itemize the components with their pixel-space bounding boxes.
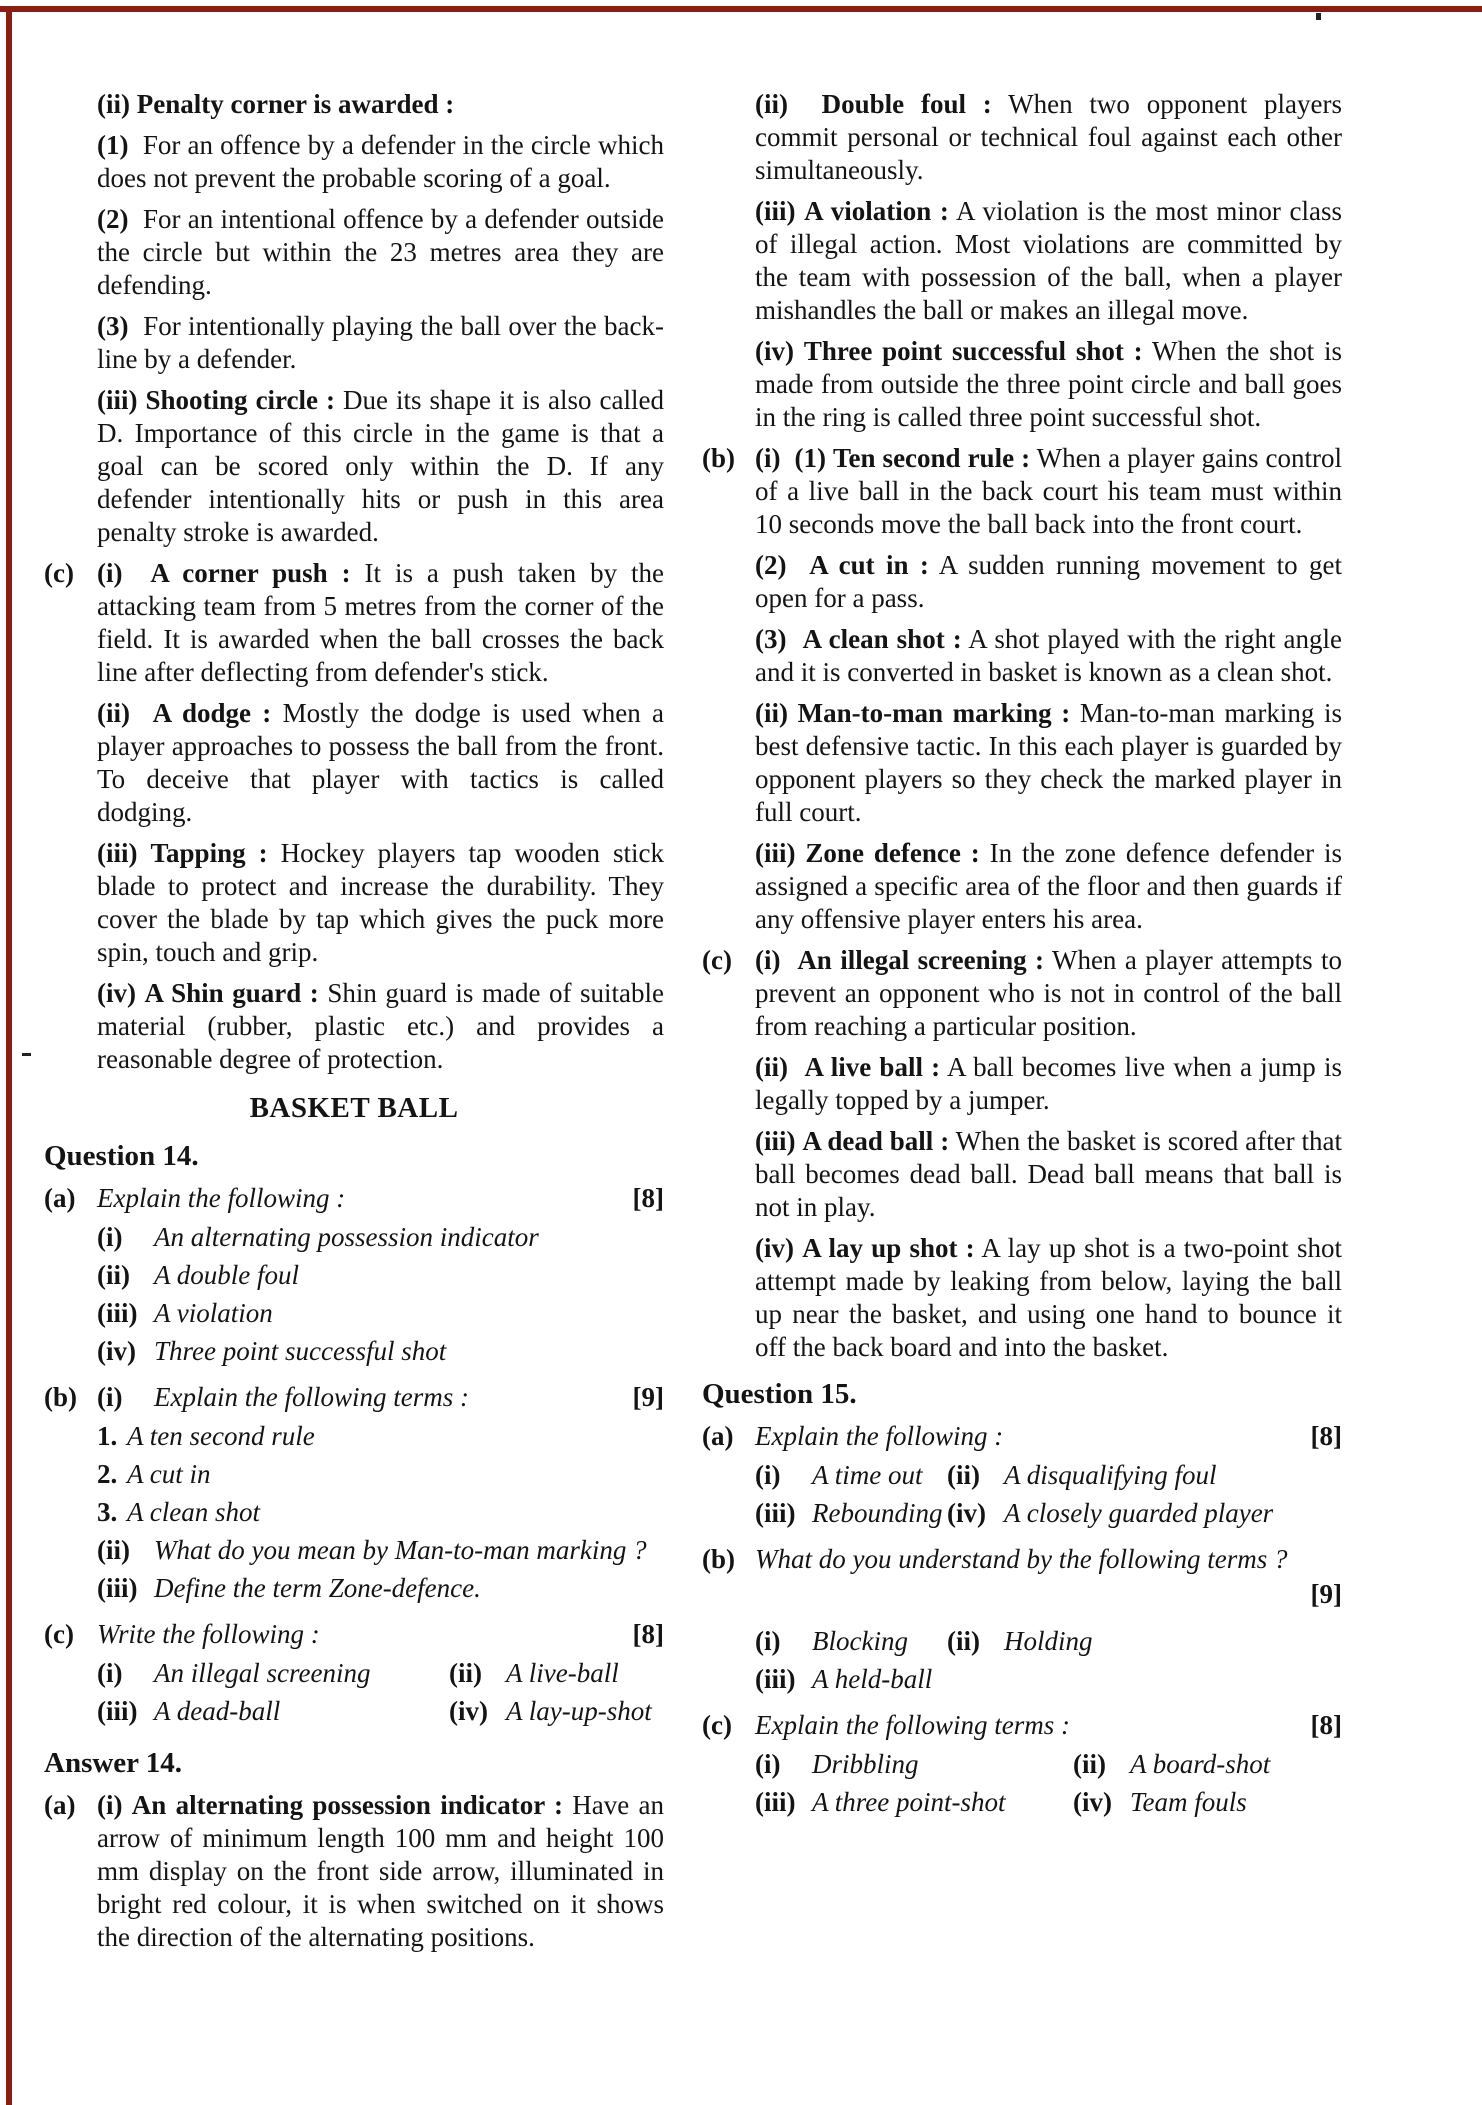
item-label: (i) bbox=[97, 558, 123, 588]
part-letter: (b) bbox=[702, 443, 735, 473]
question-item bbox=[97, 1259, 664, 1292]
term-lead: A violation : bbox=[804, 196, 949, 226]
item-text: A board-shot bbox=[1130, 1749, 1271, 1779]
item-text: A violation bbox=[154, 1298, 273, 1328]
right-column bbox=[702, 88, 1342, 1962]
item-label: (iii) bbox=[755, 1787, 796, 1817]
paragraph-text: When the shot is made from outside the three point circle and ball goes in the ring is called three point successful shot. bbox=[755, 336, 1343, 432]
question-lead-row bbox=[755, 1709, 1342, 1742]
part-letter: (c) bbox=[44, 1619, 74, 1649]
item-pair-row bbox=[755, 1625, 1342, 1658]
question-lead: Explain the following terms : bbox=[154, 1382, 469, 1412]
item-label: (ii) bbox=[947, 1626, 980, 1656]
marks-badge: [8] bbox=[632, 1619, 664, 1649]
marks-badge: [9] bbox=[632, 1382, 664, 1412]
item-label: (i) bbox=[97, 1658, 123, 1688]
lettered-block-c bbox=[44, 557, 664, 1076]
item-text: An illegal screening bbox=[154, 1658, 371, 1688]
item-text: An alternating possession indicator bbox=[154, 1222, 539, 1252]
part-letter: (a) bbox=[44, 1790, 76, 1820]
answer-paragraph bbox=[755, 1125, 1342, 1224]
marks-badge: [8] bbox=[1310, 1710, 1342, 1740]
answer-paragraph bbox=[97, 203, 664, 302]
block-content bbox=[97, 557, 664, 1076]
paragraph-text: Have an arrow of minimum length 100 mm and height 100 mm display on the front side arrow, illuminated in bright red colour, it is when switched on it shows the direction of the alternating positions. bbox=[97, 1790, 665, 1952]
item-label: (iii) bbox=[97, 1573, 138, 1603]
page-border-left bbox=[6, 6, 12, 2105]
item-label: (iii) bbox=[755, 196, 796, 226]
term-lead: A Shin guard : bbox=[144, 978, 319, 1008]
item-pair-row bbox=[755, 1786, 1342, 1819]
question-item bbox=[97, 1221, 664, 1254]
term-lead: An illegal screening : bbox=[797, 945, 1045, 975]
block-content bbox=[755, 442, 1342, 936]
question-item bbox=[97, 1534, 664, 1567]
block-content bbox=[755, 944, 1342, 1364]
question-item bbox=[97, 1420, 664, 1453]
item-label: (ii) bbox=[755, 698, 788, 728]
answer-paragraph bbox=[97, 129, 664, 195]
item-label: (i) bbox=[755, 1626, 781, 1656]
pair-left bbox=[97, 1657, 449, 1690]
sub-item-label: (1) bbox=[794, 443, 826, 473]
term-lead: A cut in : bbox=[809, 550, 929, 580]
item-label: (1) bbox=[97, 130, 129, 160]
question-15-title: Question 15. bbox=[702, 1378, 857, 1410]
item-label: (ii) bbox=[947, 1460, 980, 1490]
item-label: (ii) bbox=[97, 1535, 130, 1565]
answer-paragraph bbox=[755, 195, 1342, 327]
block-content bbox=[97, 1381, 664, 1610]
term-lead: Tapping : bbox=[150, 838, 268, 868]
paragraph-text: When a player gains control of a live ball in the back court his team must within 10 seconds move the ball back into the front court. bbox=[755, 443, 1343, 539]
item-text: Holding bbox=[1004, 1626, 1093, 1656]
answer-paragraph bbox=[97, 557, 664, 689]
block-content bbox=[755, 1543, 1342, 1701]
paragraph-text: When a player attempts to prevent an opponent who is not in control of the ball from reaching a particular position. bbox=[755, 945, 1343, 1041]
part-letter: (a) bbox=[702, 1421, 734, 1451]
item-label: (iii) bbox=[97, 1696, 138, 1726]
item-number: 3. bbox=[97, 1497, 118, 1527]
paragraph-text: For intentionally playing the ball over the back-line by a defender. bbox=[97, 311, 664, 374]
answer-paragraph bbox=[755, 1232, 1342, 1364]
pair-left bbox=[755, 1748, 1073, 1781]
item-pair-row bbox=[755, 1748, 1342, 1781]
item-label: (iv) bbox=[755, 1233, 794, 1263]
item-text: Dribbling bbox=[812, 1749, 919, 1779]
pair-right bbox=[449, 1657, 619, 1690]
item-text: A lay-up-shot bbox=[506, 1696, 652, 1726]
item-pair-row bbox=[755, 1497, 1342, 1530]
part-letter: (c) bbox=[702, 945, 732, 975]
term-lead: Three point successful shot : bbox=[803, 336, 1143, 366]
paragraph-text: For an intentional offence by a defender outside the circle but within the 23 metres area they are defending. bbox=[97, 204, 665, 300]
answer-paragraph bbox=[755, 549, 1342, 615]
answer-part-c bbox=[702, 944, 1342, 1364]
question-item bbox=[97, 1458, 664, 1491]
item-label: (i) bbox=[755, 443, 781, 473]
item-label: (ii) bbox=[97, 89, 130, 119]
term-lead: Shooting circle : bbox=[145, 385, 336, 415]
item-label: (i) bbox=[755, 1749, 781, 1779]
answer-paragraph bbox=[755, 88, 1342, 187]
item-label: (ii) bbox=[97, 698, 130, 728]
item-label: (3) bbox=[97, 311, 129, 341]
question-item bbox=[755, 1663, 1342, 1696]
answer-14-title: Answer 14. bbox=[44, 1747, 183, 1779]
paragraph-text: A ball becomes live when a jump is legally topped by a jumper. bbox=[755, 1052, 1342, 1115]
term-lead: A live ball : bbox=[804, 1052, 941, 1082]
item-text: A dead-ball bbox=[154, 1696, 281, 1726]
page-border-top bbox=[0, 6, 1482, 12]
item-label: (iii) bbox=[755, 1664, 796, 1694]
item-label: (i) bbox=[755, 945, 781, 975]
block-content bbox=[97, 1618, 664, 1733]
question-item bbox=[97, 1572, 664, 1605]
pair-right bbox=[947, 1625, 1093, 1658]
term-lead: A lay up shot : bbox=[802, 1233, 975, 1263]
item-label: (iv) bbox=[449, 1696, 488, 1726]
item-label: (ii) bbox=[449, 1658, 482, 1688]
paragraph-text: In the zone defence defender is assigned a specific area of the floor and then guards if any offensive player enters his area. bbox=[755, 838, 1343, 934]
item-label: (iii) bbox=[755, 1498, 796, 1528]
scan-speck bbox=[22, 1053, 31, 1056]
marks-badge: [8] bbox=[1310, 1421, 1342, 1451]
paragraph-text: A violation is the most minor class of illegal action. Most violations are committed by the team with possession of the ball, when a player mishandles the ball or makes an illegal move. bbox=[755, 196, 1343, 325]
item-label: (iv) bbox=[97, 978, 136, 1008]
pair-left bbox=[755, 1625, 947, 1658]
question-part-b bbox=[702, 1543, 1342, 1701]
item-label: (3) bbox=[755, 624, 787, 654]
question-lead: Write the following : bbox=[97, 1619, 320, 1649]
question-lead-row bbox=[97, 1182, 664, 1215]
answer-paragraph bbox=[97, 310, 664, 376]
item-label: (ii) bbox=[755, 89, 788, 119]
answer-paragraph bbox=[97, 697, 664, 829]
item-pair-row bbox=[97, 1657, 664, 1690]
pair-right bbox=[1073, 1748, 1270, 1781]
item-label: (ii) bbox=[1073, 1749, 1106, 1779]
paragraph-text: When two opponent players commit personal or technical foul against each other simultaneously. bbox=[755, 89, 1343, 185]
item-label: (ii) bbox=[755, 1052, 788, 1082]
answer-paragraph bbox=[97, 88, 664, 121]
part-letter: (b) bbox=[44, 1382, 77, 1412]
item-label: (iii) bbox=[97, 1298, 138, 1328]
question-14-title: Question 14. bbox=[44, 1140, 199, 1172]
item-number: 2. bbox=[97, 1459, 118, 1489]
part-letter: (c) bbox=[44, 558, 74, 588]
question-part-a bbox=[702, 1420, 1342, 1535]
part-letter: (a) bbox=[44, 1183, 76, 1213]
term-lead: A corner push : bbox=[150, 558, 351, 588]
item-label: (i) bbox=[97, 1790, 123, 1820]
answer-paragraph bbox=[755, 837, 1342, 936]
paragraph-text: When the basket is scored after that ball becomes dead ball. Dead ball means that ball is not in play. bbox=[755, 1126, 1343, 1222]
item-text: Three point successful shot bbox=[154, 1336, 447, 1366]
term-lead: An alternating possession indicator : bbox=[131, 1790, 563, 1820]
question-lead: Explain the following : bbox=[97, 1183, 346, 1213]
term-lead: Man-to-man marking : bbox=[797, 698, 1071, 728]
part-letter: (c) bbox=[702, 1710, 732, 1740]
paragraph-text: A sudden running movement to get open for a pass. bbox=[755, 550, 1343, 613]
marks-badge: [8] bbox=[632, 1183, 664, 1213]
item-text: A ten second rule bbox=[127, 1421, 315, 1451]
term-lead: Ten second rule : bbox=[833, 443, 1031, 473]
part-letter: (b) bbox=[702, 1544, 735, 1574]
answer-paragraph bbox=[755, 697, 1342, 829]
answer-paragraph bbox=[97, 977, 664, 1076]
pair-left bbox=[755, 1786, 1073, 1819]
item-label: (i) bbox=[755, 1460, 781, 1490]
block-content bbox=[97, 1789, 664, 1954]
question-part-a bbox=[44, 1182, 664, 1373]
question-lead-row bbox=[97, 1381, 664, 1414]
item-label: (i) bbox=[97, 1382, 123, 1412]
item-text: A clean shot bbox=[127, 1497, 260, 1527]
item-text: What do you mean by Man-to-man marking ? bbox=[154, 1535, 647, 1565]
block-content bbox=[755, 1420, 1342, 1535]
block-content bbox=[97, 1182, 664, 1373]
item-text: Team fouls bbox=[1130, 1787, 1247, 1817]
left-column bbox=[44, 88, 664, 1962]
item-label: (iii) bbox=[97, 838, 138, 868]
term-lead: Zone defence : bbox=[805, 838, 980, 868]
question-item bbox=[97, 1297, 664, 1330]
pair-right bbox=[1073, 1786, 1247, 1819]
answer-paragraph bbox=[755, 1051, 1342, 1117]
term-lead: A dodge : bbox=[152, 698, 272, 728]
answer-paragraph bbox=[755, 623, 1342, 689]
pair-right bbox=[947, 1459, 1217, 1492]
answer-paragraph bbox=[755, 442, 1342, 541]
paragraph-text: Hockey players tap wooden stick blade to protect and increase the durability. They cover the blade by tap which gives the puck more spin, touch and grip. bbox=[97, 838, 665, 967]
answer-paragraph bbox=[97, 837, 664, 969]
question-part-b bbox=[44, 1381, 664, 1610]
paragraph-text: Due its shape it is also called D. Importance of this circle in the game is that a goal can be scored only within the D. If any defender intentionally hits or push in this area penalty stroke is awarded. bbox=[97, 385, 665, 547]
term-lead: A dead ball : bbox=[802, 1126, 950, 1156]
pair-left bbox=[755, 1497, 947, 1530]
question-lead: Explain the following : bbox=[755, 1421, 1004, 1451]
paragraph-text: Shin guard is made of suitable material (rubber, plastic etc.) and provides a reasonable degree of protection. bbox=[97, 978, 665, 1074]
paragraph-text: Mostly the dodge is used when a player approaches to possess the ball from the front. To deceive that player with tactics is called dodging. bbox=[97, 698, 664, 827]
question-lead-row bbox=[97, 1618, 664, 1651]
question-item bbox=[97, 1496, 664, 1529]
question-part-c bbox=[44, 1618, 664, 1733]
question-item bbox=[97, 1335, 664, 1368]
question-lead: What do you understand by the following terms ? bbox=[755, 1544, 1288, 1574]
item-label: (iii) bbox=[97, 385, 138, 415]
paragraph-text: A lay up shot is a two-point shot attempt made by leaking from below, laying the ball up near the basket, and using one hand to bounce it off the back board and into the basket. bbox=[755, 1233, 1343, 1362]
answer-part-b bbox=[702, 442, 1342, 936]
term-lead: Penalty corner is awarded : bbox=[136, 89, 455, 119]
question-lead: Explain the following terms : bbox=[755, 1710, 1070, 1740]
item-text: A disqualifying foul bbox=[1004, 1460, 1217, 1490]
item-text: A live-ball bbox=[506, 1658, 619, 1688]
item-text: Rebounding bbox=[812, 1498, 943, 1528]
pair-left bbox=[755, 1459, 947, 1492]
item-label: (iv) bbox=[97, 1336, 136, 1366]
item-text: A closely guarded player bbox=[1004, 1498, 1274, 1528]
pair-right bbox=[947, 1497, 1273, 1530]
item-text: A held-ball bbox=[812, 1664, 933, 1694]
block-content bbox=[755, 1709, 1342, 1824]
term-lead: A clean shot : bbox=[802, 624, 962, 654]
answer-paragraph bbox=[97, 1789, 664, 1954]
question-part-c bbox=[702, 1709, 1342, 1824]
answer-part-a bbox=[44, 1789, 664, 1954]
item-text: A time out bbox=[812, 1460, 923, 1490]
answer-paragraph bbox=[755, 335, 1342, 434]
paragraph-text: Man-to-man marking is best defensive tactic. In this each player is guarded by opponent players so they check the marked player in full court. bbox=[755, 698, 1342, 827]
item-text: A double foul bbox=[154, 1260, 299, 1290]
paragraph-text: A shot played with the right angle and it is converted in basket is known as a clean shot. bbox=[755, 624, 1342, 687]
pair-right bbox=[449, 1695, 652, 1728]
item-text: Blocking bbox=[812, 1626, 908, 1656]
item-pair-row bbox=[755, 1459, 1342, 1492]
item-text: A three point-shot bbox=[812, 1787, 1006, 1817]
item-label: (i) bbox=[97, 1222, 123, 1252]
item-label: (iii) bbox=[755, 838, 796, 868]
pair-left bbox=[97, 1695, 449, 1728]
item-label: (2) bbox=[97, 204, 129, 234]
item-label: (iv) bbox=[755, 336, 794, 366]
marks-badge: [9] bbox=[1310, 1579, 1342, 1609]
paragraph-text: For an offence by a defender in the circle which does not prevent the probable scoring of a goal. bbox=[97, 130, 665, 193]
item-pair-row bbox=[97, 1695, 664, 1728]
item-label: (ii) bbox=[97, 1260, 130, 1290]
paragraph-text: It is a push taken by the attacking team from 5 metres from the corner of the field. It is awarded when the ball crosses the back line after deflecting from defender's stick. bbox=[97, 558, 664, 687]
question-lead-row bbox=[755, 1420, 1342, 1453]
item-text: A cut in bbox=[127, 1459, 211, 1489]
item-text: Define the term Zone-defence. bbox=[154, 1573, 481, 1603]
item-label: (2) bbox=[755, 550, 787, 580]
item-label: (iii) bbox=[755, 1126, 796, 1156]
answer-paragraph bbox=[97, 384, 664, 549]
term-lead: Double foul : bbox=[821, 89, 992, 119]
item-label: (iv) bbox=[947, 1498, 986, 1528]
section-heading-basket-ball: BASKET BALL bbox=[249, 1092, 459, 1124]
item-label: (iv) bbox=[1073, 1787, 1112, 1817]
scan-speck bbox=[1316, 13, 1321, 20]
answer-paragraph bbox=[755, 944, 1342, 1043]
item-number: 1. bbox=[97, 1421, 118, 1451]
